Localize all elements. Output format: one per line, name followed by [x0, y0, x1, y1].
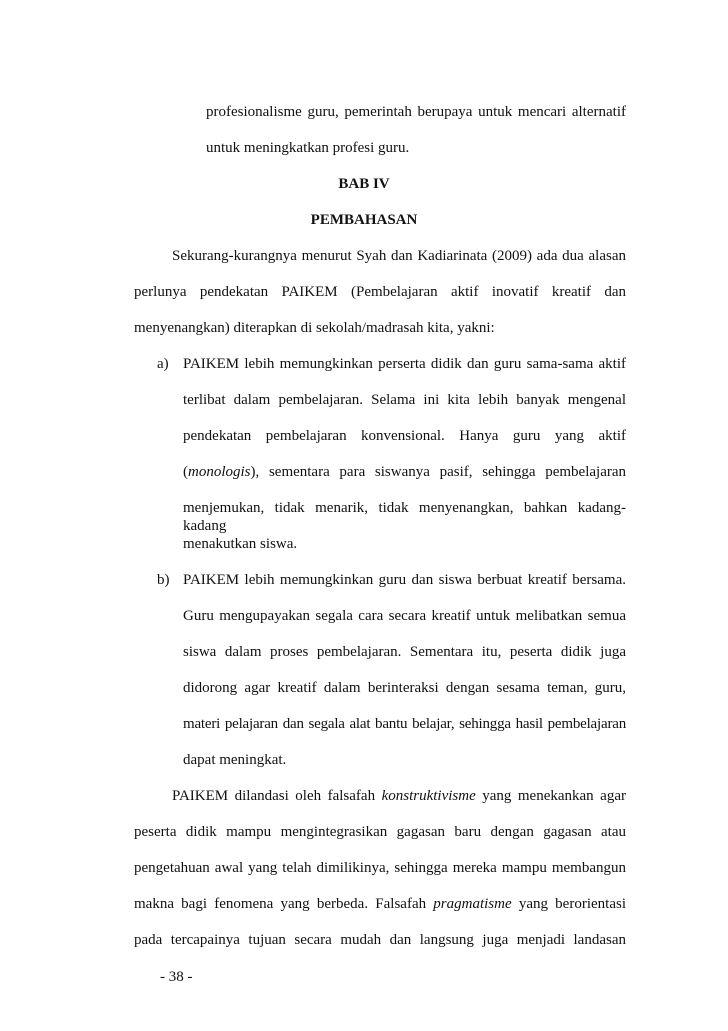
- list-a-line-4: [183, 463, 626, 481]
- list-b-line-6: dapat meningkat.: [183, 752, 287, 768]
- list-b-line-3: siswa dalam proses pembelajaran. Sementara itu, peserta didik juga: [183, 644, 626, 660]
- paragraph2-line-5: pada tercapainya tujuan secara mudah dan langsung juga menjadi landasan: [134, 932, 626, 948]
- list-a-line-1: PAIKEM lebih memungkinkan perserta didik dan guru sama-sama aktif: [183, 356, 626, 372]
- intro-line-2: untuk meningkatkan profesi guru.: [206, 140, 410, 156]
- list-b-line-4: didorong agar kreatif dalam berinteraksi dengan sesama teman, guru,: [183, 680, 626, 696]
- paragraph1-line-3: menyenangkan) diterapkan di sekolah/madrasah kita, yakni:: [134, 320, 495, 336]
- paragraph2-line-3: pengetahuan awal yang telah dimilikinya, sehingga mereka mampu membangun: [134, 860, 626, 876]
- list-b-line-5: materi pelajaran dan segala alat bantu belajar, sehingga hasil pembelajaran: [183, 716, 626, 732]
- term-konstruktivisme: konstruktivisme: [381, 788, 476, 804]
- list-marker-a: a): [157, 356, 169, 372]
- section-title: PEMBAHASAN: [310, 212, 418, 228]
- chapter-heading: BAB IV: [338, 176, 390, 192]
- page-number: - 38 -: [160, 969, 193, 985]
- paragraph2-line-1-post: yang menekankan agar: [475, 788, 626, 804]
- list-a-line-2: terlibat dalam pembelajaran. Selama ini kita lebih banyak mengenal: [183, 392, 626, 408]
- paragraph1-line-1: Sekurang-kurangnya menurut Syah dan Kadiarinata (2009) ada dua alasan: [172, 248, 626, 264]
- paragraph2-line-2: peserta didik mampu mengintegrasikan gagasan baru dengan gagasan atau: [134, 824, 626, 840]
- paragraph2-line-1-pre: PAIKEM dilandasi oleh falsafah: [172, 788, 382, 804]
- list-a-line-3: pendekatan pembelajaran konvensional. Hanya guru yang aktif: [183, 428, 626, 444]
- paragraph2-line-4-post: yang berorientasi: [511, 896, 626, 912]
- paragraph2-line-1: [172, 787, 626, 805]
- intro-line-1: profesionalisme guru, pemerintah berupaya untuk mencari alternatif: [206, 104, 626, 120]
- list-a-line-5: menjemukan, tidak menarik, tidak menyenangkan, bahkan kadang-kadang: [183, 500, 626, 534]
- list-a-line-4-open: (: [183, 464, 188, 480]
- list-b-line-2: Guru mengupayakan segala cara secara kreatif untuk melibatkan semua: [183, 608, 626, 624]
- list-a-line-6: menakutkan siswa.: [183, 536, 298, 552]
- list-marker-b: b): [157, 572, 170, 588]
- term-pragmatisme: pragmatisme: [433, 896, 512, 912]
- paragraph2-line-4: [134, 895, 626, 913]
- term-monologis: monologis: [188, 464, 251, 480]
- paragraph1-line-2: perlunya pendekatan PAIKEM (Pembelajaran aktif inovatif kreatif dan: [134, 284, 626, 300]
- list-b-line-1: PAIKEM lebih memungkinkan guru dan siswa berbuat kreatif bersama.: [183, 572, 626, 588]
- paragraph2-line-4-pre: makna bagi fenomena yang berbeda. Falsafah: [134, 896, 434, 912]
- list-a-line-4-rest: ), sementara para siswanya pasif, sehingga pembelajaran: [250, 464, 626, 480]
